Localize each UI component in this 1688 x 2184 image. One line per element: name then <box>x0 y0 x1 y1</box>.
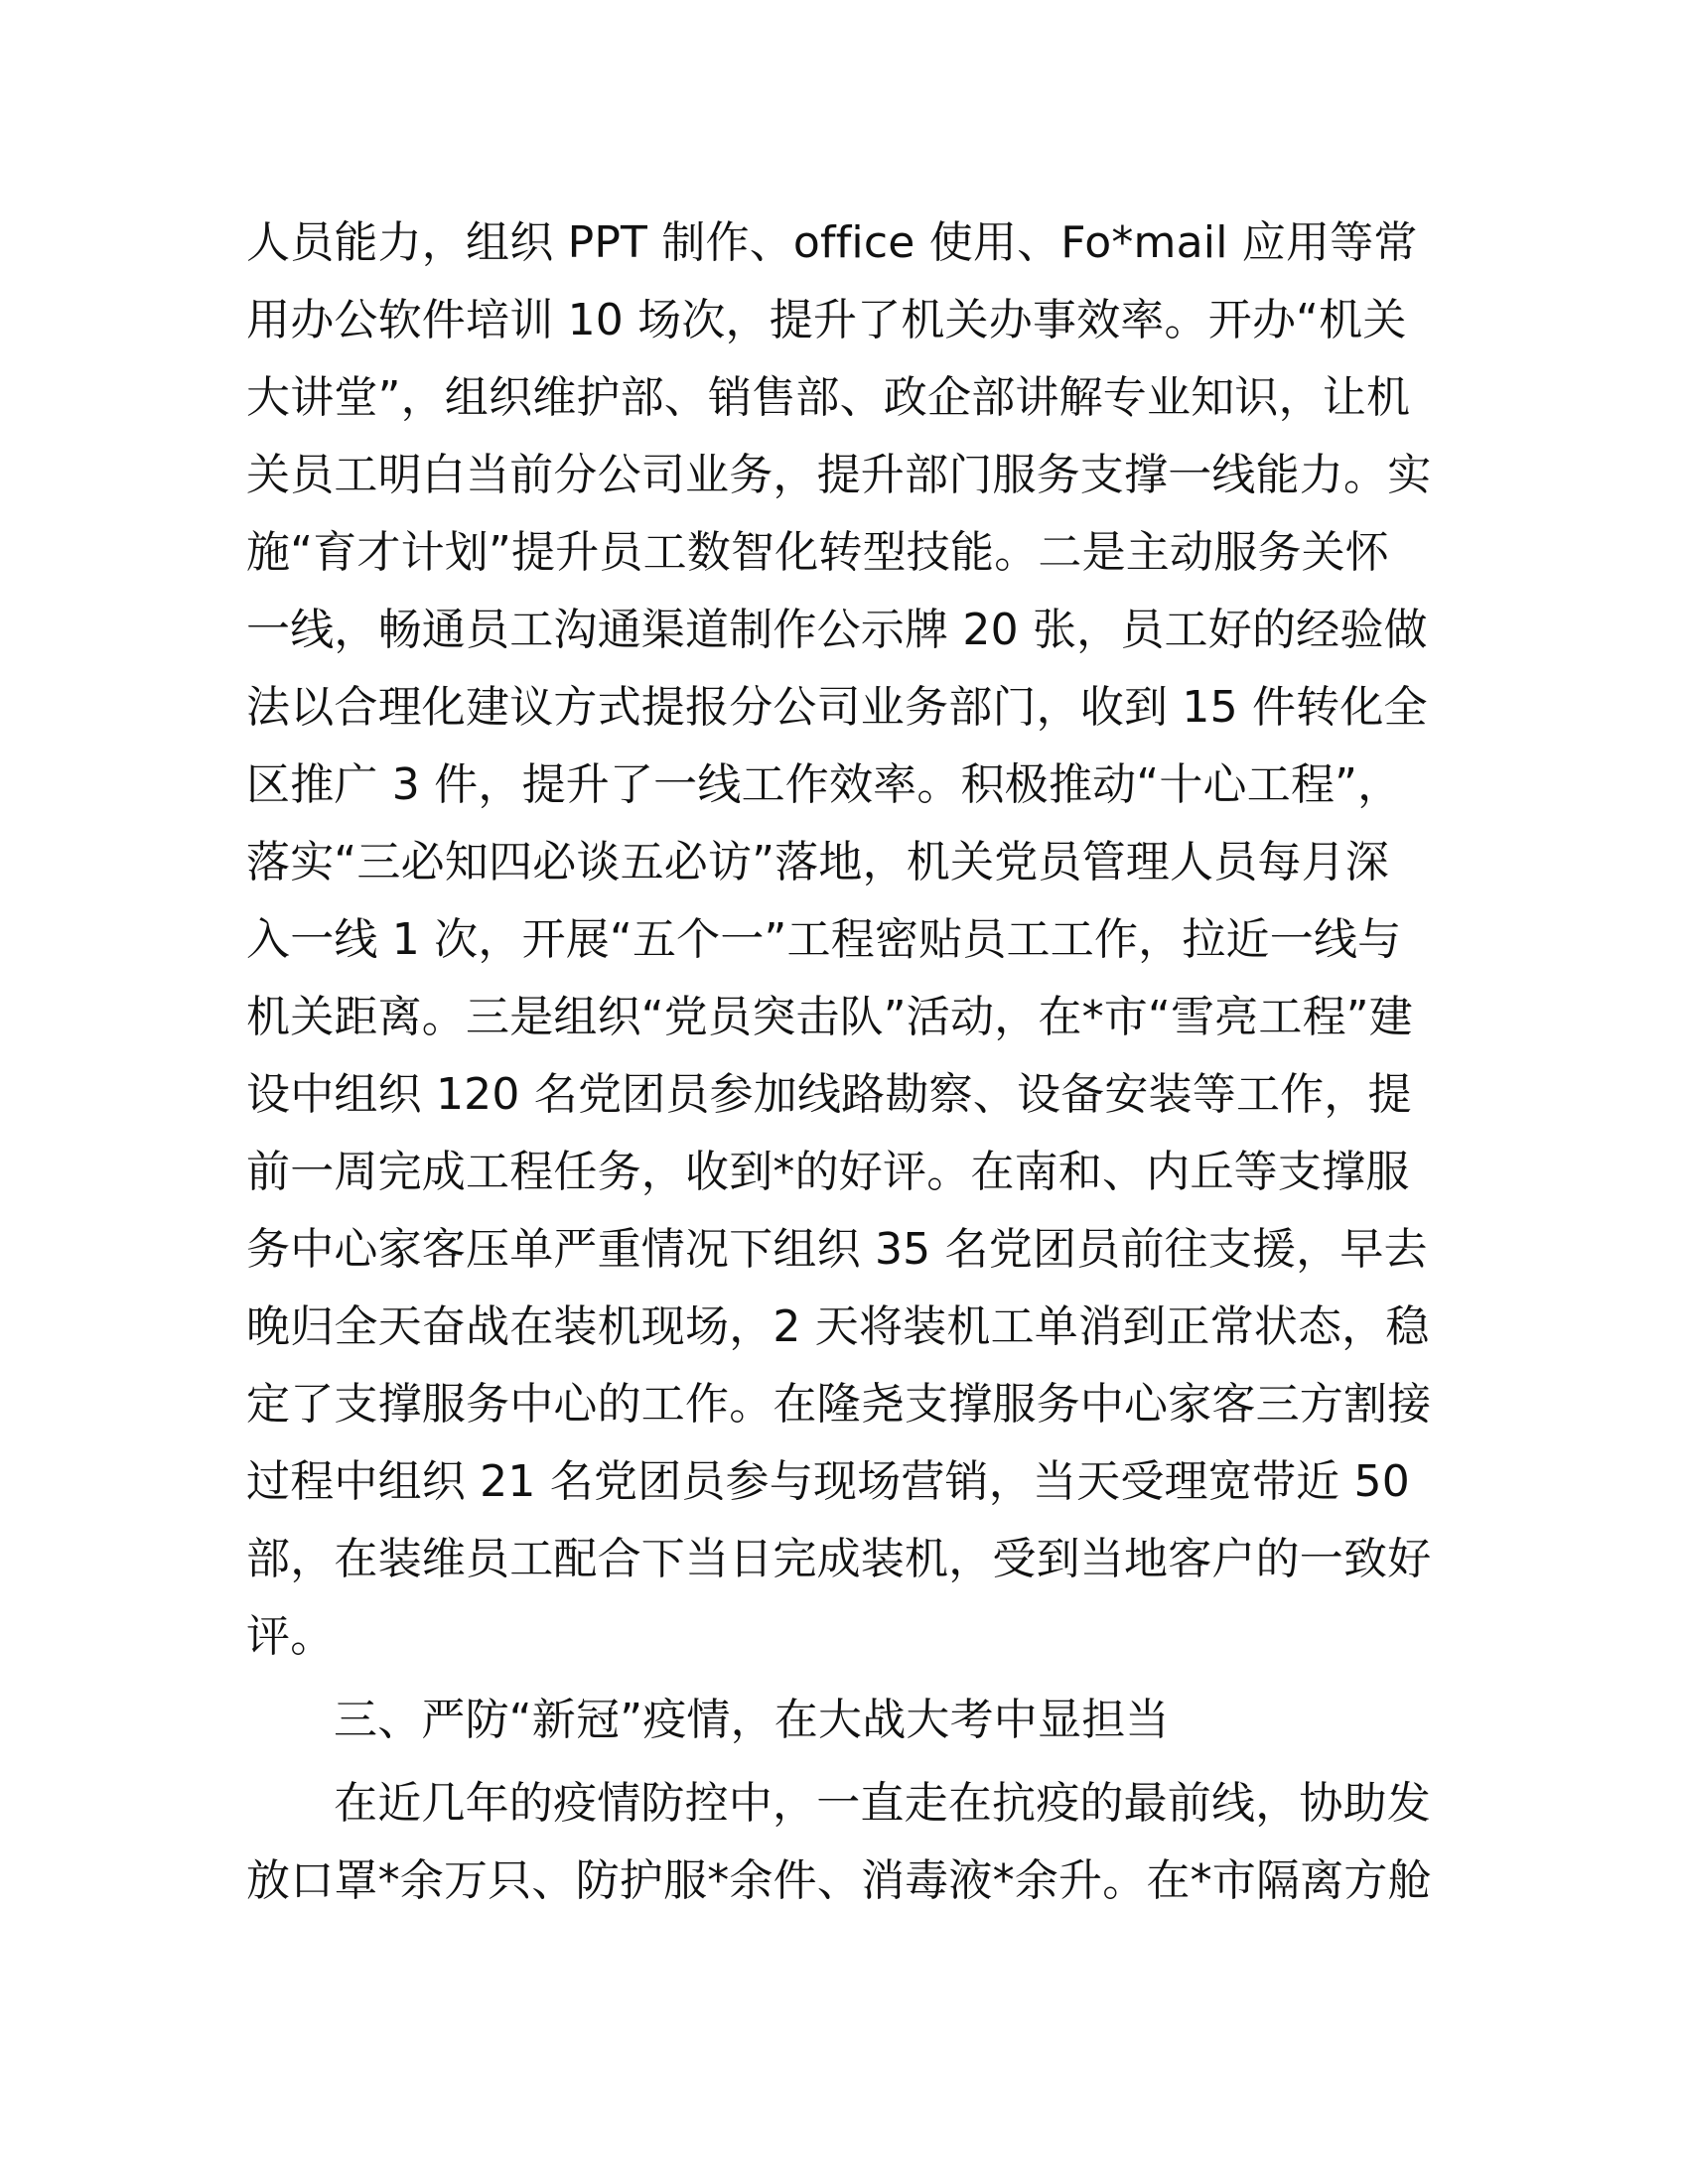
paragraph-1-line-3: 大讲堂”，组织维护部、销售部、政企部讲解专业知识，让机 <box>246 372 1411 423</box>
paragraph-1-line-15: 晚归全天奋战在装机现场，2 天将装机工单消到正常状态，稳 <box>246 1301 1430 1352</box>
paragraph-1-line-16: 定了支撑服务中心的工作。在隆尧支撑服务中心家客三方割接 <box>246 1379 1432 1430</box>
paragraph-1-line-13: 前一周完成工程任务，收到*的好评。在南和、内丘等支撑服 <box>246 1147 1410 1197</box>
paragraph-1-line-17: 过程中组织 21 名党团员参与现场营销，当天受理宽带近 50 <box>246 1456 1410 1507</box>
paragraph-1-line-4: 关员工明白当前分公司业务，提升部门服务支撑一线能力。实 <box>246 450 1432 500</box>
paragraph-1-line-12: 设中组织 120 名党团员参加线路勘察、设备安装等工作，提 <box>246 1069 1412 1120</box>
paragraph-1-line-10: 入一线 1 次，开展“五个一”工程密贴员工工作，拉近一线与 <box>246 914 1402 965</box>
paragraph-1-line-6: 一线，畅通员工沟通渠道制作公示牌 20 张，员工好的经验做 <box>246 605 1428 655</box>
paragraph-1-line-9: 落实“三必知四必谈五必访”落地，机关党员管理人员每月深 <box>246 837 1389 887</box>
paragraph-1-line-2: 用办公软件培训 10 场次，提升了机关办事效率。开办“机关 <box>246 295 1407 345</box>
paragraph-1-line-18: 部，在装维员工配合下当日完成装机，受到当地客户的一致好 <box>246 1534 1432 1584</box>
section-heading: 三、严防“新冠”疫情，在大战大考中显担当 <box>334 1695 1170 1745</box>
paragraph-1-line-8: 区推广 3 件，提升了一线工作效率。积极推动“十心工程”， <box>246 759 1402 810</box>
paragraph-1-line-11: 机关距离。三是组织“党员突击队”活动，在*市“雪亮工程”建 <box>246 992 1413 1042</box>
paragraph-1-line-19: 评。 <box>246 1611 335 1662</box>
paragraph-2-line-1: 在近几年的疫情防控中，一直走在抗疫的最前线，协助发 <box>334 1778 1431 1829</box>
paragraph-1-line-14: 务中心家客压单严重情况下组织 35 名党团员前往支援，早去 <box>246 1224 1428 1275</box>
paragraph-2-line-2: 放口罩*余万只、防护服*余件、消毒液*余升。在*市隔离方舱 <box>246 1855 1432 1906</box>
paragraph-1-line-1: 人员能力，组织 PPT 制作、office 使用、Fo*mail 应用等常 <box>246 217 1418 268</box>
paragraph-1-line-5: 施“育才计划”提升员工数智化转型技能。二是主动服务关怀 <box>246 527 1389 578</box>
paragraph-1-line-7: 法以合理化建议方式提报分公司业务部门，收到 15 件转化全 <box>246 682 1428 733</box>
